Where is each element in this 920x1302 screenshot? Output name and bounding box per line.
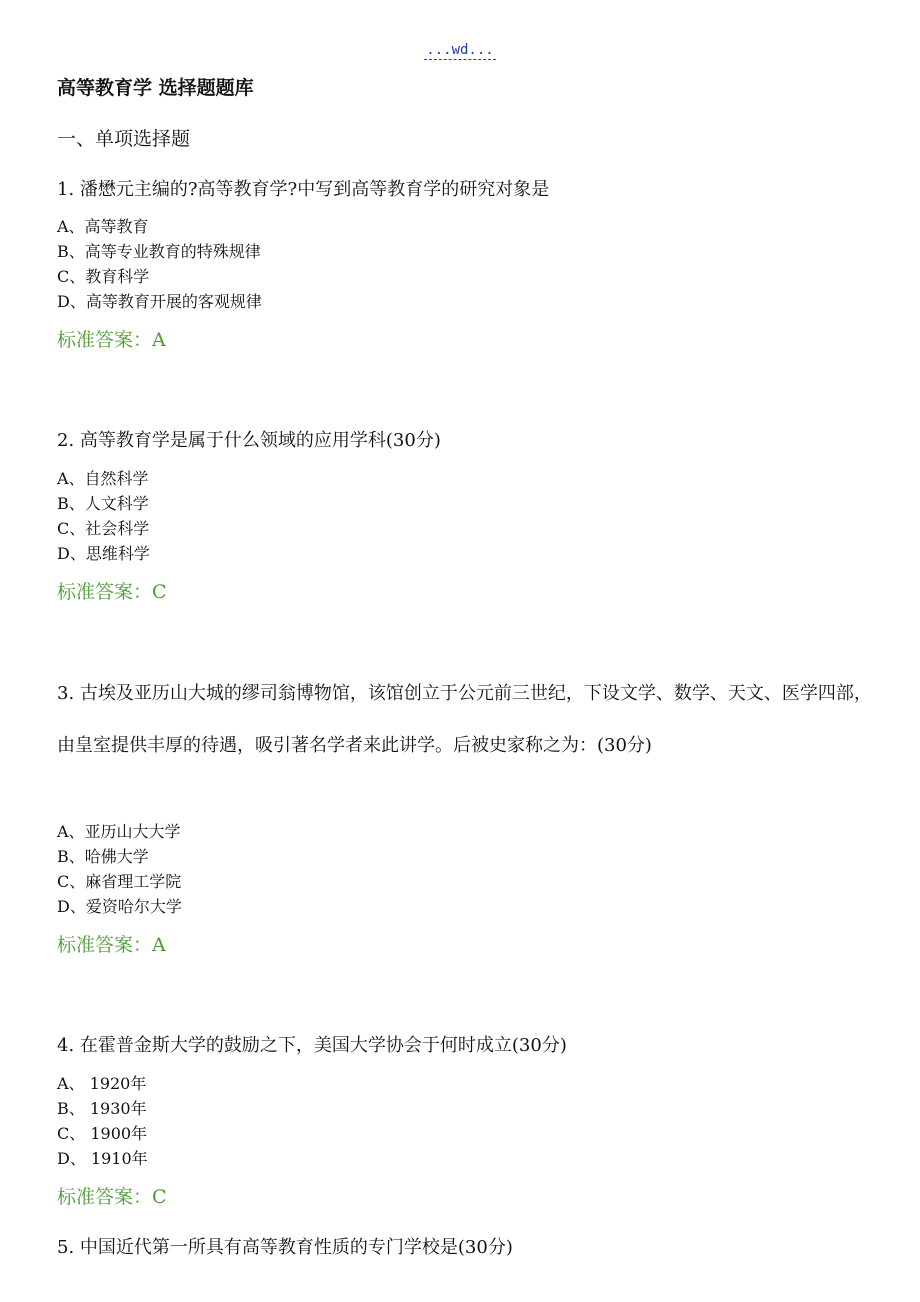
question-4-answer: 标准答案：C (57, 1186, 167, 1208)
option-d: D、爱资哈尔大学 (57, 897, 182, 916)
option-d: D、思维科学 (57, 544, 150, 563)
question-3-options (57, 819, 182, 919)
page-header (0, 41, 920, 59)
question-2-options (57, 466, 150, 566)
question-1-options (57, 214, 262, 314)
option-b: B、人文科学 (57, 494, 149, 513)
option-c: C、社会科学 (57, 519, 150, 538)
question-1-text: 1. 潘懋元主编的?高等教育学?中写到高等教育学的研究对象是 (57, 179, 550, 200)
option-a: A、高等教育 (57, 217, 149, 236)
section-title: 一、单项选择题 (57, 128, 191, 150)
option-c: C、教育科学 (57, 267, 150, 286)
option-d: D、高等教育开展的客观规律 (57, 292, 262, 311)
option-a: A、 1920年 (57, 1074, 147, 1093)
option-b: B、高等专业教育的特殊规律 (57, 242, 261, 261)
option-b: B、哈佛大学 (57, 847, 149, 866)
question-5-text: 5. 中国近代第一所具有高等教育性质的专门学校是(30分) (57, 1237, 513, 1258)
option-b: B、 1930年 (57, 1099, 147, 1118)
option-c: C、 1900年 (57, 1124, 148, 1143)
option-a: A、自然科学 (57, 469, 149, 488)
option-a: A、亚历山大大学 (57, 822, 181, 841)
question-2-text: 2. 高等教育学是属于什么领域的应用学科(30分) (57, 430, 441, 451)
question-2-answer: 标准答案：C (57, 581, 167, 603)
question-4-text: 4. 在霍普金斯大学的鼓励之下，美国大学协会于何时成立(30分) (57, 1035, 567, 1056)
option-c: C、麻省理工学院 (57, 872, 182, 891)
question-4-options (57, 1071, 148, 1171)
document-title: 高等教育学 选择题题库 (57, 77, 254, 99)
question-3-text: 3. 古埃及亚历山大城的缪司翁博物馆，该馆创立于公元前三世纪，下设文学、数学、天文、医学四部，由皇室提供丰厚的待遇，吸引著名学者来此讲学。后被史家称之为：(30分) (57, 683, 872, 756)
question-1-answer: 标准答案：A (57, 329, 166, 351)
option-d: D、 1910年 (57, 1149, 148, 1168)
header-watermark: ...wd... (426, 42, 494, 58)
question-3-answer: 标准答案：A (57, 934, 166, 956)
